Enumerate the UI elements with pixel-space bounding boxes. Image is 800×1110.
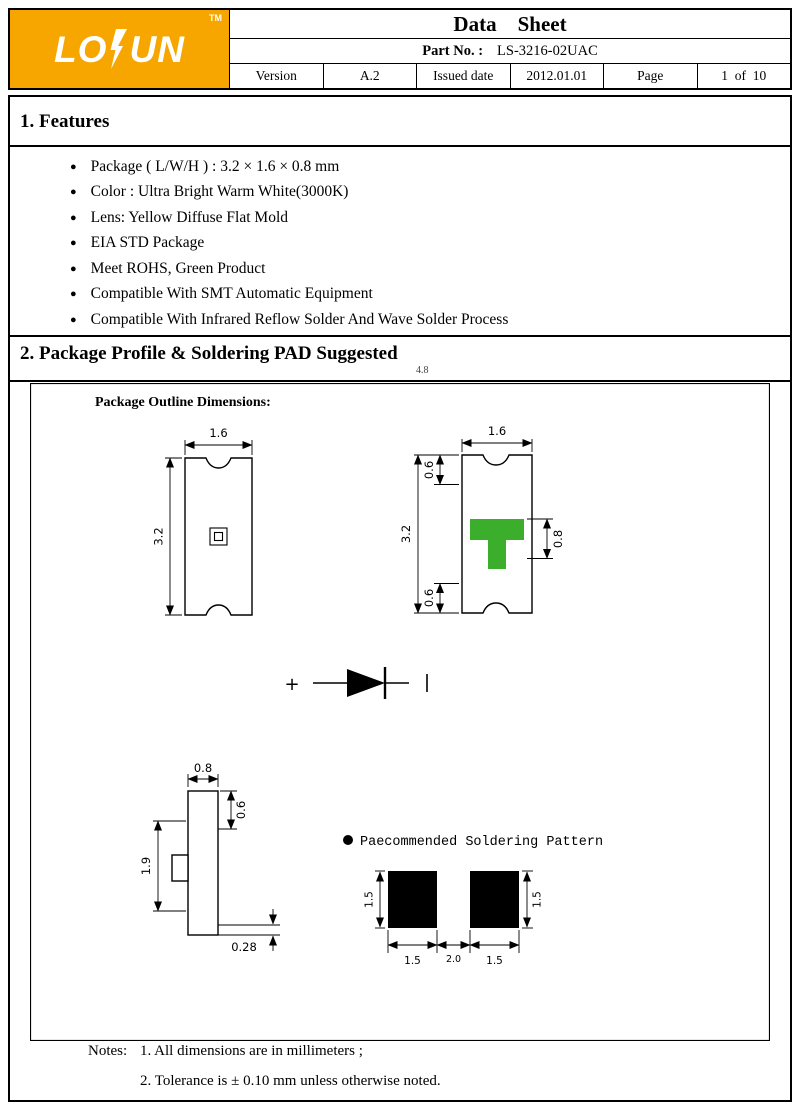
solder-pad-left — [388, 871, 437, 928]
feature-item: ● EIA STD Package — [70, 231, 508, 257]
header-right — [230, 10, 790, 88]
dim-front-height: 3.2 — [151, 527, 166, 546]
dim-solder-right-height: 1.5 — [531, 891, 544, 908]
side-tab — [172, 855, 188, 881]
part-no-label: Part No. : — [422, 42, 484, 59]
divider — [10, 335, 790, 337]
part-no-value: LS-3216-02UAC — [497, 42, 598, 59]
dim-side-body: 1.9 — [139, 856, 153, 876]
anode-plus: + — [284, 674, 300, 695]
feature-item: ● Meet ROHS, Green Product — [70, 256, 508, 282]
divider — [10, 145, 790, 147]
dim-solder-pad1-width: 1.5 — [404, 955, 421, 967]
dim-side-lens: 0.6 — [234, 800, 248, 820]
package-outline — [185, 458, 252, 615]
feature-item: ● Color : Ultra Bright Warm White(3000K) — [70, 180, 508, 206]
package-section-heading: 2. Package Profile & Soldering PAD Suggested — [20, 343, 398, 364]
bullet-icon — [343, 835, 353, 845]
logo-cell — [10, 10, 230, 88]
drawing-canvas — [30, 383, 770, 1041]
losun-logo — [54, 29, 185, 69]
version-label: Version — [255, 68, 297, 83]
dim-pad-width: 1.6 — [487, 424, 507, 438]
page-label: Page — [603, 64, 697, 88]
polarity-symbol — [284, 667, 427, 699]
solder-pattern-label: Paecommended Soldering Pattern — [360, 835, 604, 850]
outline-dimensions-label: Package Outline Dimensions: — [95, 395, 271, 410]
feature-item: ● Compatible With Infrared Reflow Solder And Wave Solder Process — [70, 307, 508, 333]
diode-triangle — [347, 669, 385, 697]
drawing-border — [31, 384, 770, 1041]
feature-item: ● Lens: Yellow Diffuse Flat Mold — [70, 205, 508, 231]
features-heading: 1. Features — [20, 111, 110, 132]
features-list — [70, 154, 508, 333]
lightning-bolt-icon — [108, 29, 128, 69]
divider — [10, 380, 790, 382]
stray-mark: 4.8 — [416, 365, 429, 376]
solder-pattern — [343, 835, 603, 967]
dim-pad-pad-height: 0.8 — [551, 529, 565, 549]
header-table — [8, 8, 792, 90]
page-value: 1 of 10 — [697, 64, 791, 88]
dim-solder-left-height: 1.5 — [363, 891, 376, 908]
feature-item: ● Compatible With SMT Automatic Equipment — [70, 282, 508, 308]
dim-side-terminal: 0.28 — [231, 940, 257, 954]
issued-date-value: 2012.01.01 — [510, 64, 604, 88]
dim-solder-gap: 2.0 — [445, 954, 462, 965]
part-no-row — [230, 39, 790, 64]
trademark-label: TM — [209, 13, 222, 23]
side-body — [188, 791, 218, 935]
logo-text-lo: LO — [54, 28, 108, 70]
datasheet-title: Data Sheet — [230, 10, 790, 39]
dim-pad-top: 0.6 — [422, 460, 436, 480]
dim-solder-pad2-width: 1.5 — [486, 955, 503, 967]
logo-text-un: UN — [129, 28, 185, 70]
feature-item: ● Package ( L/W/H ) : 3.2 × 1.6 × 0.8 mm — [70, 154, 508, 180]
note-line-2: 2. Tolerance is ± 0.10 mm unless otherwise noted. — [140, 1073, 441, 1089]
dim-pad-bottom: 0.6 — [422, 588, 436, 608]
version-value: A.2 — [323, 64, 417, 88]
dim-pad-height: 3.2 — [399, 524, 413, 544]
side-view — [139, 761, 280, 954]
dim-front-width: 1.6 — [209, 426, 228, 440]
meta-row — [230, 64, 790, 88]
notes-label: Notes: — [88, 1043, 128, 1059]
pad-view — [399, 424, 565, 613]
content-frame — [8, 95, 792, 1102]
issued-date-label: Issued date — [416, 64, 510, 88]
front-view — [152, 426, 253, 615]
note-line-1: 1. All dimensions are in millimeters ; — [140, 1043, 363, 1059]
solder-pad-right — [470, 871, 519, 928]
dim-side-width: 0.8 — [193, 761, 213, 775]
